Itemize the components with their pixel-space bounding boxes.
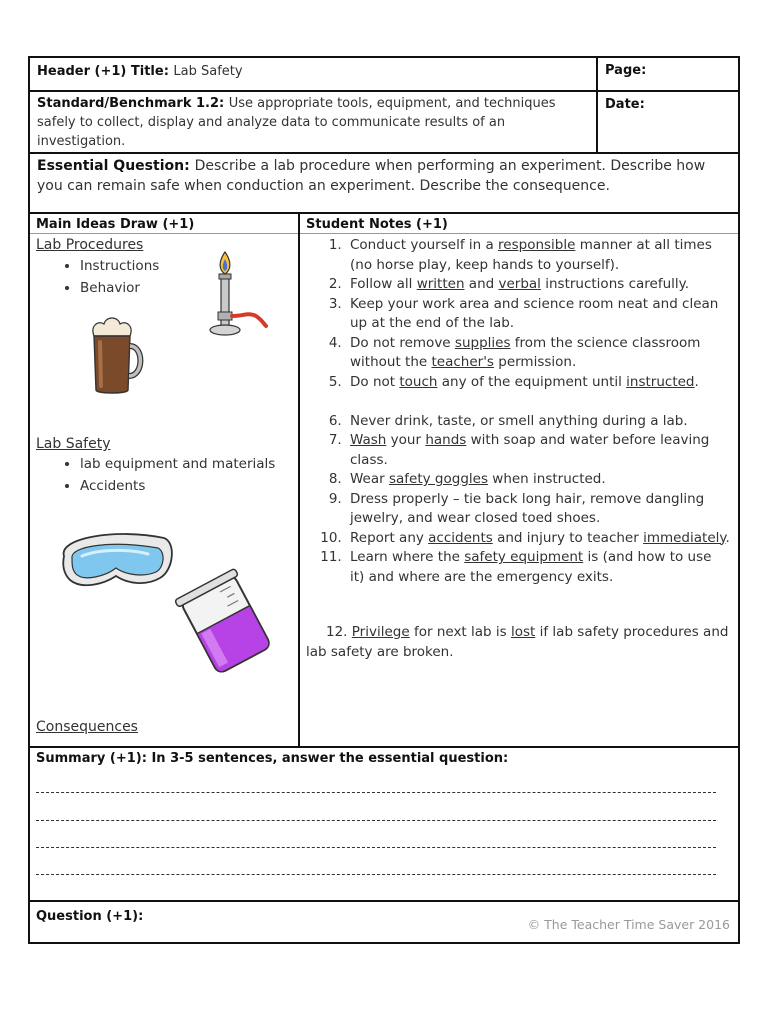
note-item: 3. Keep your work area and science room neat and clean up at the end of the lab. bbox=[328, 295, 719, 331]
lab-safety-heading: Lab Safety bbox=[36, 436, 111, 452]
header-cell: Header (+1) Title: Lab Safety bbox=[37, 64, 243, 79]
safety-goggles-illustration bbox=[56, 526, 176, 600]
student-notes-heading: Student Notes (+1) bbox=[306, 217, 448, 232]
note-item: 11. Learn where the safety equipment is (and how to use it) and where are the emergency exits. bbox=[320, 549, 712, 585]
header-title: Lab Safety bbox=[173, 64, 243, 79]
essential-cell: Essential Question: Describe a lab procedure when performing an experiment. Describe how you can remain safe when conduction an experiment. Describe the consequence. bbox=[37, 158, 706, 194]
note-item: 1. Conduct yourself in a responsible manner at all times (no horse play, keep hands to yourself). bbox=[328, 237, 712, 273]
summary-row bbox=[30, 748, 738, 902]
consequences-heading: Consequences bbox=[36, 719, 138, 735]
list-item: • lab equipment and materials bbox=[80, 454, 292, 474]
summary-cell: Summary (+1): In 3-5 sentences, answer the essential question: bbox=[36, 751, 509, 766]
writing-line bbox=[36, 874, 716, 875]
standard-cell: Standard/Benchmark 1.2: Use appropriate tools, equipment, and techniques safely to collect, display and analyze data to communicate results of an investigation. bbox=[37, 96, 556, 149]
note-item: 7. Wash your hands with soap and water before leaving class. bbox=[328, 432, 710, 468]
essential-row bbox=[30, 154, 738, 214]
question-row bbox=[30, 902, 738, 942]
standard-text: Use appropriate tools, equipment, and techniques safely to collect, display and analyze data to communicate results of an investigation. bbox=[37, 96, 556, 149]
standard-row bbox=[30, 92, 738, 154]
header-row bbox=[30, 58, 738, 92]
student-notes-list bbox=[304, 236, 730, 587]
cornell-notes-sheet bbox=[28, 56, 740, 944]
beaker-illustration bbox=[172, 568, 284, 680]
lab-procedures-heading: Lab Procedures bbox=[36, 237, 144, 253]
lab-safety-list bbox=[36, 454, 292, 496]
list-item: • Behavior bbox=[80, 277, 292, 299]
list-item: • Accidents bbox=[80, 476, 292, 496]
header-label: Header (+1) Title bbox=[37, 64, 164, 79]
note-item: 10. Report any accidents and injury to teacher immediately. bbox=[320, 529, 730, 546]
note-item: 2. Follow all written and verbal instructions carefully. bbox=[328, 276, 689, 292]
note-item: 5. Do not touch any of the equipment until instructed. bbox=[328, 373, 699, 390]
main-ideas-column bbox=[30, 214, 298, 746]
root-beer-mug-illustration bbox=[86, 314, 146, 398]
writing-line bbox=[36, 820, 716, 821]
standard-label: Standard/Benchmark 1.2 bbox=[37, 96, 220, 111]
summary-prompt: In 3-5 sentences, answer the essential question: bbox=[151, 751, 509, 766]
bunsen-burner-illustration bbox=[208, 250, 268, 342]
student-notes-column bbox=[300, 214, 738, 746]
note-item: 4. Do not remove supplies from the science classroom without the teacher's permission. bbox=[328, 334, 701, 370]
note-item: 6. Never drink, taste, or smell anything during a lab. bbox=[328, 412, 688, 429]
writing-line bbox=[36, 847, 716, 848]
note-item-12: 12. Privilege for next lab is lost if lab safety procedures and lab safety are broken. bbox=[306, 624, 729, 660]
note-item: 8. Wear safety goggles when instructed. bbox=[328, 471, 606, 487]
essential-label: Essential Question bbox=[37, 158, 185, 174]
essential-text: Describe a lab procedure when performing an experiment. Describe how you can remain safe when conduction an experiment. Describe the consequence. bbox=[37, 158, 706, 194]
writing-line bbox=[36, 792, 716, 793]
page-cell bbox=[598, 58, 738, 90]
page-label: Page: bbox=[605, 63, 647, 78]
question-label: Question (+1): bbox=[36, 909, 144, 924]
summary-label: Summary (+1) bbox=[36, 751, 142, 766]
notes-row bbox=[30, 214, 738, 748]
note-item: 9. Dress properly – tie back long hair, remove dangling jewelry, and wear closed toed shoes. bbox=[328, 490, 705, 526]
main-ideas-heading: Main Ideas Draw (+1) bbox=[36, 217, 195, 232]
copyright-text: © The Teacher Time Saver 2016 bbox=[527, 917, 730, 932]
list-item: • Instructions bbox=[80, 255, 292, 277]
date-cell bbox=[598, 92, 738, 152]
date-label: Date: bbox=[605, 97, 645, 112]
